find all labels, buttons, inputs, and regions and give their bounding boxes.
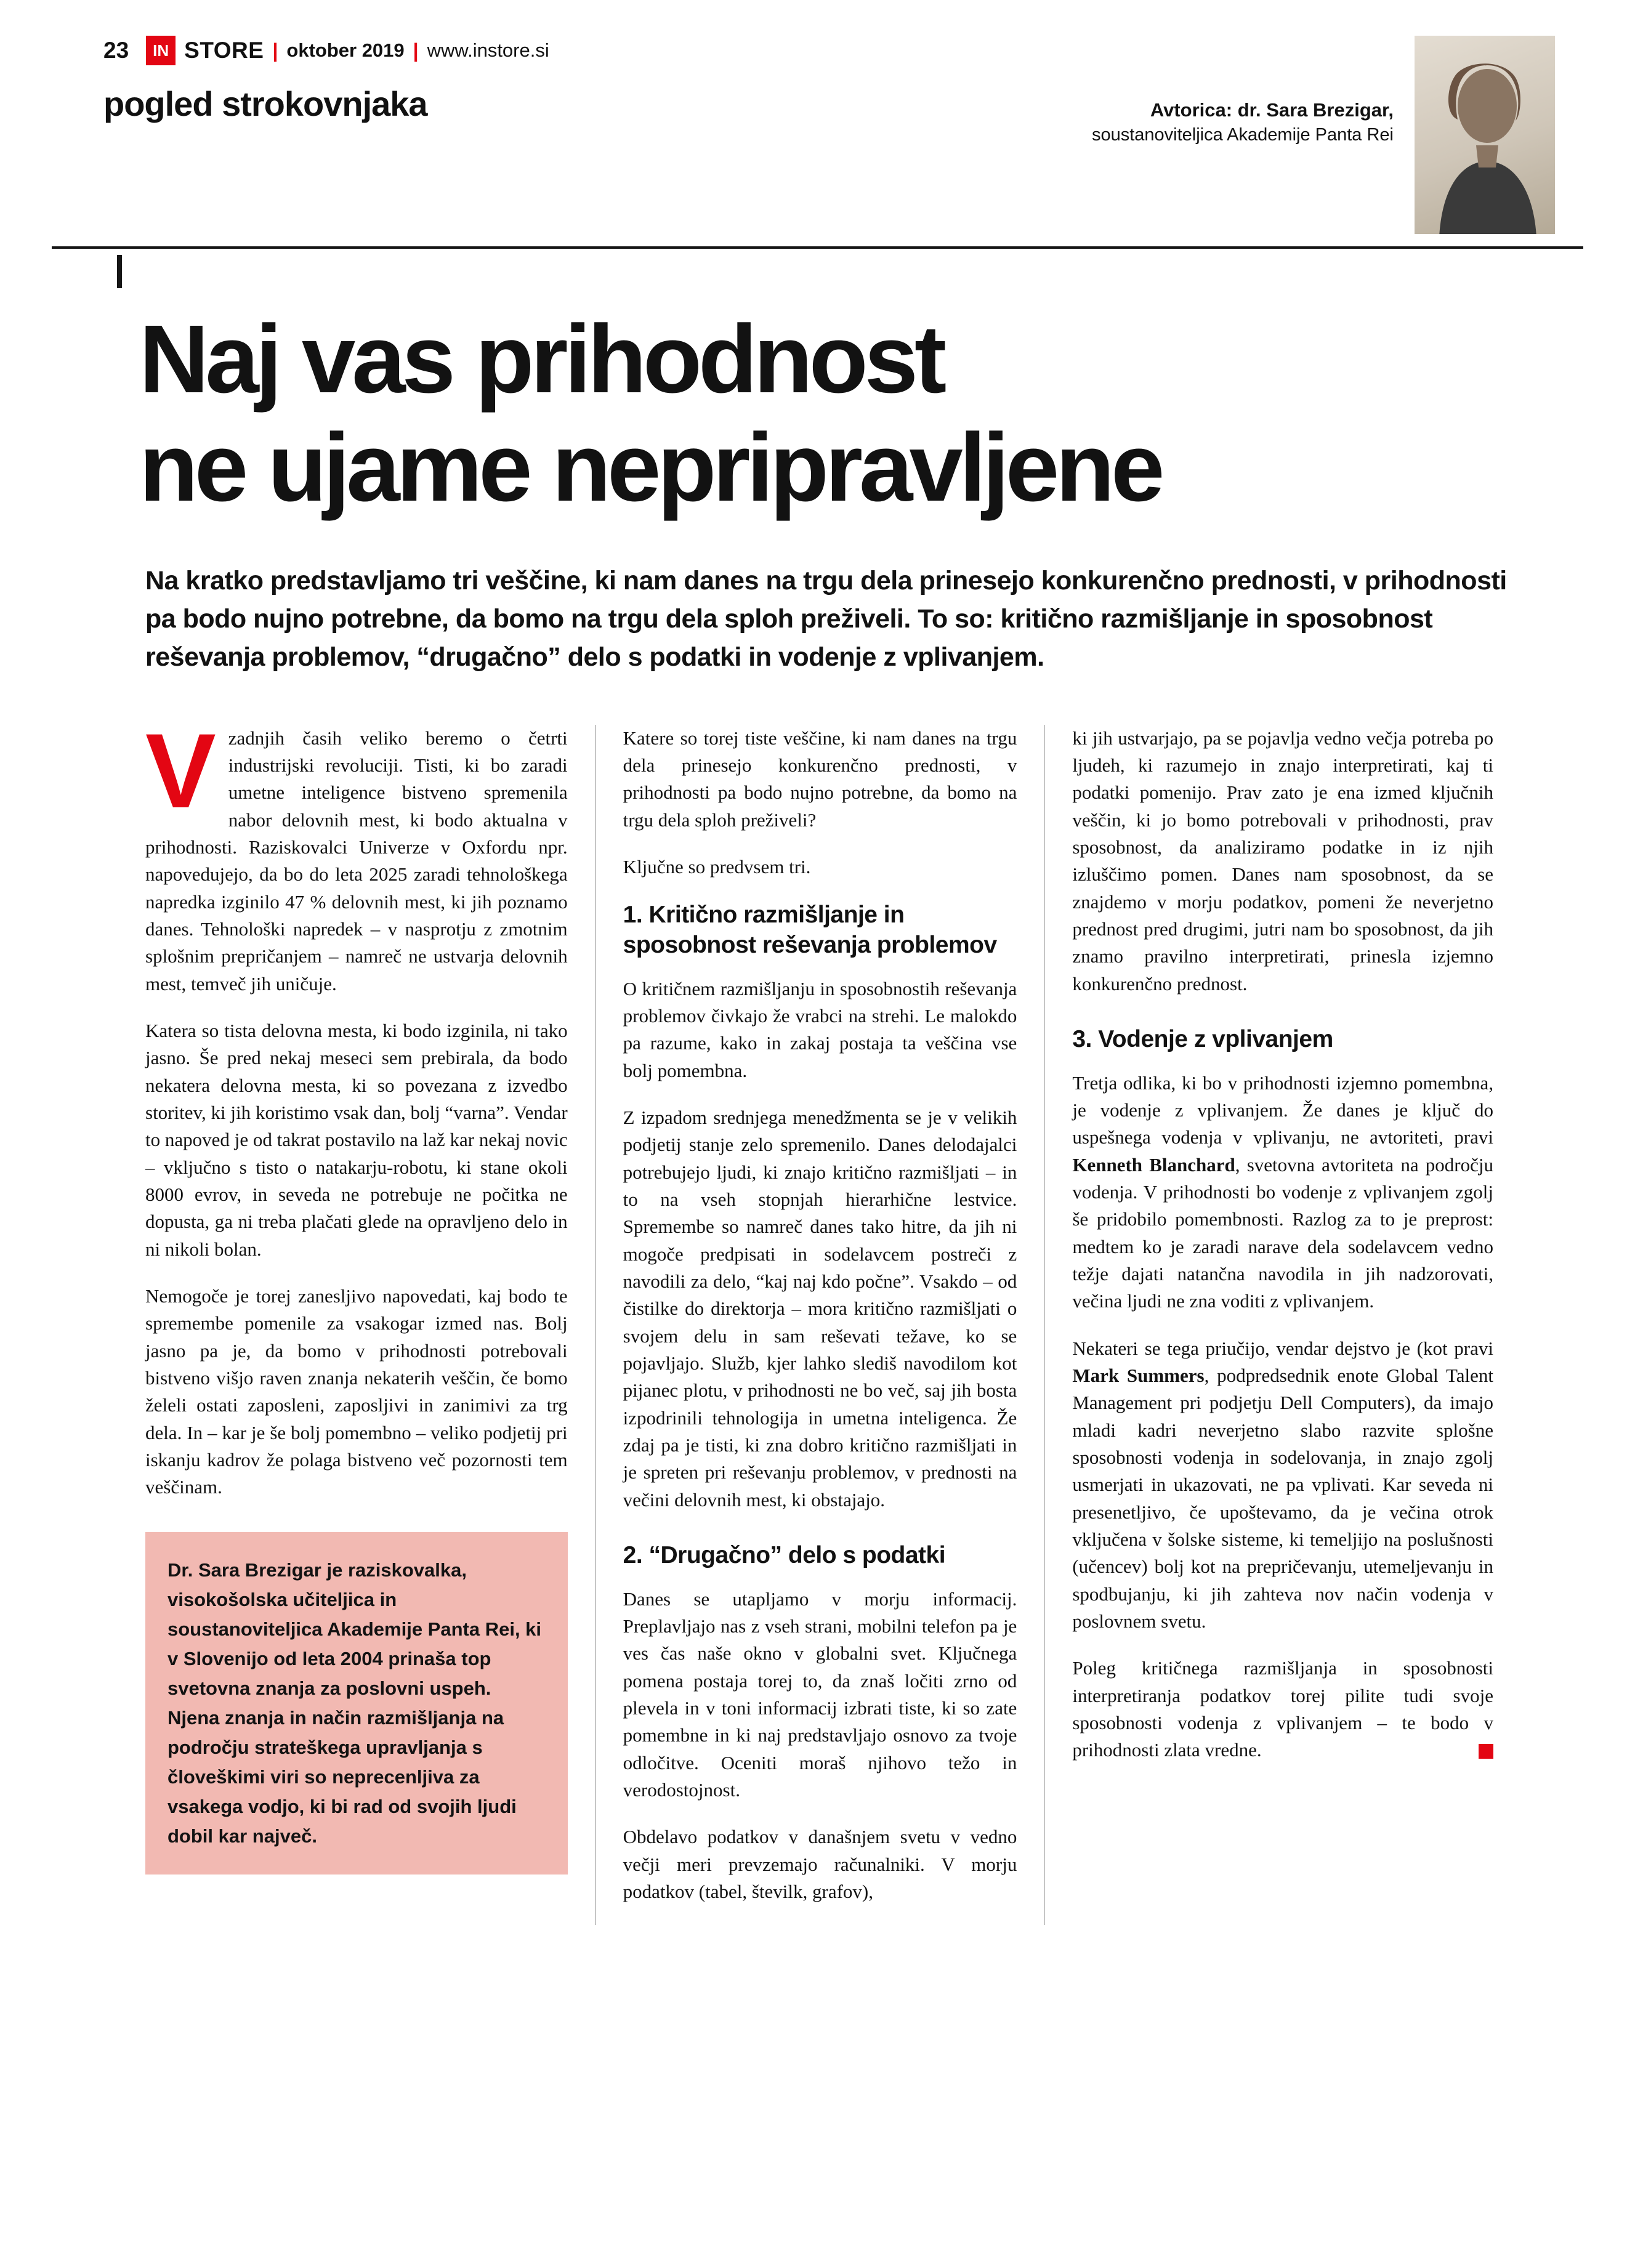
bio-text: je raziskovalka, visokošolska učiteljica in soustanoviteljica Akademije Panta Rei, ki v Slovenijo od leta 2004 prinaša top svetovna znanja za poslovni uspeh. Njena znanja in način razmišljanja na področju strateškega upravljanja s človeškimi viri so neprecenljiva za vsakega vodjo, ki bi rad od svojih ljudi dobil kar največ. — [168, 1559, 542, 1847]
paragraph — [145, 711, 568, 998]
column-1 — [145, 711, 595, 1926]
issue-date: oktober 2019 — [286, 39, 405, 61]
separator: | — [413, 39, 419, 62]
paragraph: Ključne so predvsem tri. — [623, 856, 811, 878]
title-line-2: ne ujame nepripravljene — [139, 413, 1161, 522]
paragraph — [1072, 1655, 1493, 1764]
paragraph — [1072, 1335, 1493, 1636]
author-role: soustanoviteljica Akademije Panta Rei — [1091, 124, 1394, 145]
paragraph-text: Poleg kritičnega razmišljanja in sposobnosti interpretiranja podatkov torej pilite tudi svoje sposobnosti vodenja z vplivanjem – te bodo v prihodnosti zlata vredne. — [1072, 1657, 1493, 1761]
logo-store-text: STORE — [184, 38, 264, 63]
author-photo — [1415, 36, 1555, 234]
title-line-1: Naj vas prihodnost — [139, 305, 943, 413]
paragraph-text: Tretja odlika, ki bo v prihodnosti izjemno pomembna, je vodenje z vplivanjem. Že danes je ključ do uspešnega vodenja v vplivanju, ne avtoriteti, pravi — [1072, 1071, 1493, 1148]
column-2 — [595, 725, 1044, 1926]
website-url: www.instore.si — [427, 39, 549, 61]
masthead-row — [103, 36, 549, 65]
heading-3: 3. Vodenje z vplivanjem — [1072, 1025, 1333, 1052]
header-rule — [52, 246, 1583, 249]
column-3 — [1044, 725, 1493, 1926]
header-right — [1092, 36, 1555, 234]
header-left — [103, 36, 549, 124]
page-header — [0, 0, 1635, 234]
heading-1: 1. Kritično razmišljanje in sposobnost reševanja problemov — [623, 902, 997, 959]
section-title: pogled strokovnjaka — [103, 84, 427, 123]
paragraph — [1072, 1070, 1493, 1315]
heading-2: 2. “Drugačno” delo s podatki — [623, 1542, 946, 1569]
paragraph: Danes se utapljamo v morju informacij. Preplavljajo nas z vseh strani, mobilni telefon pa je ves čas naše okno v globalni svet. Ključnega pomena postaja torej to, da znaš ločiti zrno od plevela in v toni informacij izbrati tiste, ki so zate pomembne in ki naj predstavljajo osnovo za tvoje odločitve. Oceniti moraš njihovo težo in verodostojnost. — [623, 1588, 1017, 1801]
end-mark — [1479, 1744, 1493, 1759]
separator: | — [272, 39, 278, 62]
author-bio-box — [145, 1532, 568, 1875]
author-credit — [1092, 97, 1394, 147]
author-name: Avtorica: dr. Sara Brezigar, — [1150, 99, 1394, 121]
paragraph-text: zadnjih časih veliko beremo o četrti industrijski revoluciji. Tisti, ki bo zaradi umetne inteligence bistveno spremenila nabor delovnih mest, ki bodo aktualna v prihodnosti. Raziskovalci Univerze v Oxfordu npr. napovedujejo, da bo do leta 2025 zaradi tehnološkega napredka izginilo 47 % delovnih mest, ki jih poznamo danes. Tehnološki napredek – v nasprotju z zmotnim splošnim prepričanjem – namreč ne ustvarja delovnih mest, temveč jih uničuje. — [145, 727, 568, 995]
paragraph: Obdelavo podatkov v današnjem svetu v vedno večji meri prevzemajo računalniki. V morju podatkov (tabel, številk, grafov), — [623, 1826, 1017, 1903]
article-title — [139, 305, 1567, 522]
bold-name: Mark Summers — [1072, 1365, 1205, 1386]
paragraph: Z izpadom srednjega menedžmenta se je v velikih podjetij stanje zelo spremenilo. Danes delodajalci potrebujejo ljudi, ki znajo kritično razmišljati – in to na vseh stopnjah hierarhične lestvice. Spremembe so namreč danes tako hitre, da jih ni mogoče predpisati in sodelavcem postreči z navodili za delo, “kaj naj kdo počne”. Vsakdo – od čistilke do direktorja – mora kritično razmišljati o svojem delu in sam reševati težave, ko se pojavljajo. Služb, kjer lahko slediš navodilom kot pijanec plotu, v prihodnosti ne bo več, saj jih bosta izpodrinili tehnologija in umetna inteligenca. Že zdaj pa je tisti, ki zna dobro kritično razmišljati in je spreten pri reševanju problemov, v prednosti na večini delovnih mest, ki obstajajo. — [623, 1107, 1017, 1511]
page-number: 23 — [103, 38, 129, 63]
paragraph: Katere so torej tiste veščine, ki nam danes na trgu dela prinesejo konkurenčno prednosti, v prihodnosti pa bodo nujno potrebne, da bomo na trgu dela sploh preživeli? — [623, 727, 1017, 831]
dropcap: V — [145, 711, 216, 830]
bio-name: Dr. Sara Brezigar — [168, 1559, 321, 1581]
paragraph: Katera so tista delovna mesta, ki bodo izginila, ni tako jasno. Še pred nekaj meseci sem prebirala, da bodo nekatera delovna mesta, ki so povezana z izvedbo storitev, ki jih koristimo vsak dan, bolj “varna”. Vendar to napoved je od takrat postavilo na laž kar nekaj novic – vključno s tisto o natakarju-robotu, ki stane okoli 8000 evrov, in seveda ne potrebuje ne počitka ne dopusta, ga ni treba plačati glede na opravljeno delo in ni nikoli bolan. — [145, 1019, 568, 1260]
bold-name: Kenneth Blanchard — [1072, 1153, 1235, 1176]
article-columns — [145, 711, 1494, 1926]
paragraph-text: Nekateri se tega priučijo, vendar dejstvo je (kot pravi — [1072, 1337, 1493, 1359]
paragraph-text: , podpredsednik enote Global Talent Management pri podjetju Dell Computers), da imajo mladi kadri neverjetno slabo razvite splošne sposobnosti vodenja in sodelovanja, in znajo zgolj usmerjati in ukazovati, ne pa vplivati. Kar seveda ni presenetljivo, če upoštevamo, da je večina otrok vključena v šolske sisteme, ki temeljijo na poslušnosti (učencev) bolj kot na prepričevanju, utemeljevanju in spodbujanju, ki jih zahteva nov način vodenja v poslovnem svetu. — [1072, 1365, 1493, 1632]
title-tick-mark — [117, 255, 122, 288]
paragraph: ki jih ustvarjajo, pa se pojavlja vedno večja potreba po ljudeh, ki razumejo in znajo interpretirati, kaj ti podatki pomenijo. Prav zato je ena izmed ključnih veščin, ki jo bomo potrebovali v prihodnosti, prav sposobnost, da analiziramo podatke in iz njih izluščimo pomen. Danes nam sposobnost, da se znajdemo v morju podatkov, pomeni že neverjetno prednost pred drugimi, jutri nam bo sposobnost, da jih znamo pravilno interpretirati, prinesla izjemno konkurenčno prednost. — [1072, 727, 1493, 995]
instore-logo-icon: IN — [146, 36, 176, 65]
instore-logo — [146, 36, 549, 65]
paragraph: O kritičnem razmišljanju in sposobnostih reševanja problemov čivkajo že vrabci na strehi. Le malokdo pa razume, kako in zakaj postaja ta veščina vse bolj pomembna. — [623, 977, 1017, 1081]
paragraph: Nemogoče je torej zanesljivo napovedati, kaj bodo te spremembe pomenile za vsakogar izmed nas. Bolj jasno pa je, da bomo v prihodnosti potrebovali bistveno višjo raven znanja nekaterih veščin, če bomo želeli ostati zaposleni, zaposljivi in zanimivi za trg dela. In – kar je še bolj pomembno – veliko podjetij pri iskanju kadrov že polaga bistveno več pozornosti tem veščinam. — [145, 1285, 568, 1498]
article-lead: Na kratko predstavljamo tri veščine, ki nam danes na trgu dela prinesejo konkurenčno prednosti, v prihodnosti pa bodo nujno potrebne, da bomo na trgu dela sploh preživeli. To so: kritično razmišljanje in sposobnost reševanja problemov, “drugačno” delo s podatki in vodenje z vplivanjem. — [145, 565, 1507, 672]
paragraph-text: , svetovna avtoriteta na področju vodenja. V prihodnosti bo vodenje z vplivanjem zgolj še pridobilo pomembnosti. Razlog za to je preprost: medtem ko je zaradi narave dela sodelavcem vedno težje dajati natančna navodila in jih nadzorovati, večina ljudi ne zna voditi z vplivanjem. — [1072, 1153, 1494, 1312]
person-silhouette-icon — [1415, 53, 1555, 234]
